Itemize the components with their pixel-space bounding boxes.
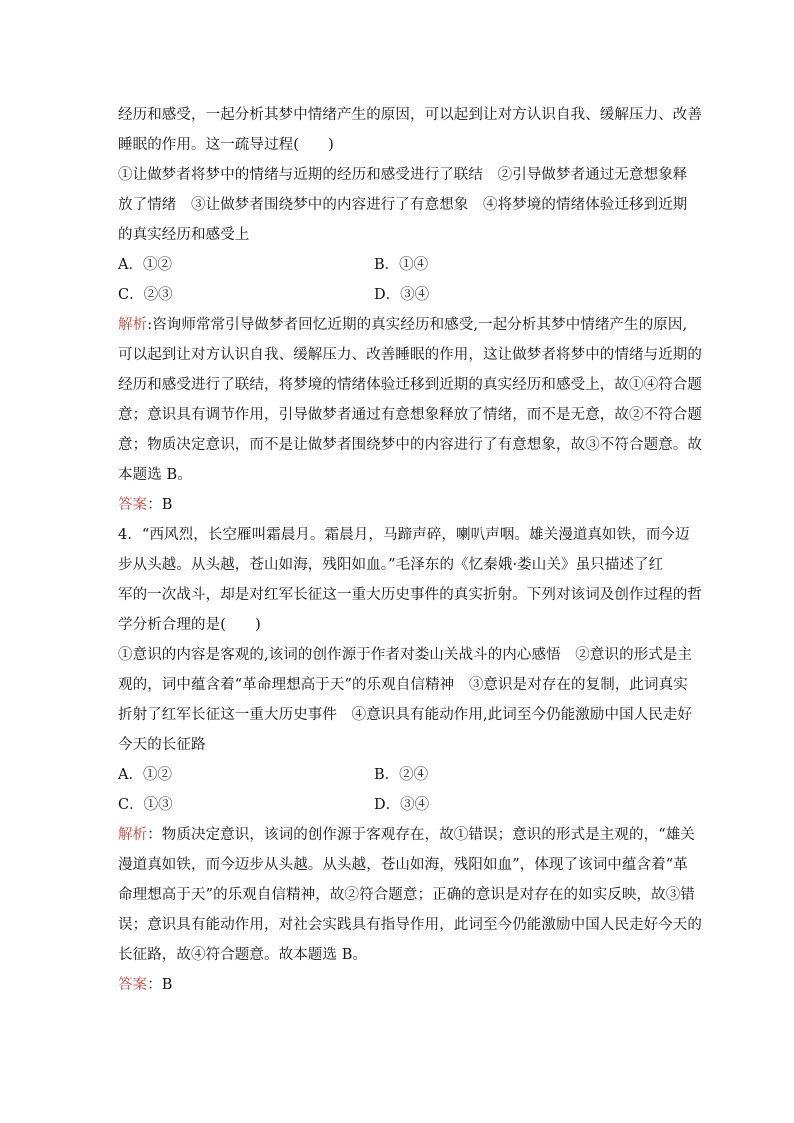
question-stem-line: 4．“西风烈，长空雁叫霜晨月。霜晨月，马蹄声碎，喇叭声咽。雄关漫道真如铁，而今迈 (118, 527, 690, 543)
option-a: A．①② (118, 767, 172, 783)
analysis-text: ：物质决定意识，该词的创作源于客观存在，故①错误；意识的形式是主观的，“雄关 (147, 827, 695, 843)
question-stem-line: 军的一次战斗，却是对红军长征这一重大历史事件的真实折射。下列对该词及创作过程的哲 (118, 587, 702, 603)
statement-line: ①意识的内容是客观的,该词的创作源于作者对娄山关战斗的内心感悟 ②意识的形式是主 (118, 647, 693, 663)
answer-line (118, 490, 678, 520)
options-row (118, 250, 678, 280)
analysis-line (118, 820, 695, 850)
question-3 (118, 100, 702, 520)
options-row (118, 790, 678, 820)
answer-value: ：B (147, 977, 173, 993)
question-stem-line: 学分析合理的是( ) (118, 617, 261, 633)
analysis-label: 解析 (118, 827, 148, 843)
analysis-line: 意；意识具有调节作用，引导做梦者通过有意想象释放了情绪，而不是无意，故②不符合题 (118, 407, 702, 423)
options-row (118, 760, 678, 790)
analysis-line: 经历和感受进行了联结，将梦境的情绪体验迁移到近期的真实经历和感受上，故①④符合题 (118, 377, 702, 393)
question-4 (118, 520, 702, 1000)
analysis-line: 意；物质决定意识，而不是让做梦者围绕梦中的内容进行了有意想象，故③不符合题意。故 (118, 437, 702, 453)
question-stem-line: 经历和感受，一起分析其梦中情绪产生的原因，可以起到让对方认识自我、缓解压力、改善 (118, 107, 702, 123)
analysis-label: 解析 (118, 317, 148, 333)
statement-line: 的真实经历和感受上 (118, 227, 250, 243)
statement-line: 放了情绪 ③让做梦者围绕梦中的内容进行了有意想象 ④将梦境的情绪体验迁移到近期 (118, 197, 688, 213)
statement-line: ①让做梦者将梦中的情绪与近期的经历和感受进行了联结 ②引导做梦者通过无意想象释 (118, 167, 688, 183)
page-content (118, 100, 702, 1000)
analysis-line (118, 310, 688, 340)
statement-line: 观的，词中蕴含着“革命理想高于天”的乐观自信精神 ③意识是对存在的复制，此词真实 (118, 677, 688, 693)
answer-label: 答案 (118, 977, 148, 993)
option-a: A．①② (118, 257, 172, 273)
analysis-line: 误；意识具有能动作用，对社会实践具有指导作用，此词至今仍能激励中国人民走好今天的 (118, 917, 702, 933)
question-stem-line: 步从头越。从头越，苍山如海，残阳如血。”毛泽东的《忆秦娥·娄山关》虽只描述了红 (118, 557, 664, 573)
analysis-line: 本题选 B。 (118, 467, 192, 483)
options-row (118, 280, 678, 310)
option-b: B．①④ (374, 257, 429, 273)
question-stem-line: 睡眠的作用。这一疏导过程( ) (118, 137, 334, 153)
option-c: C．②③ (118, 287, 173, 303)
answer-label: 答案 (118, 497, 148, 513)
answer-value: ：B (147, 497, 173, 513)
analysis-line: 漫道真如铁，而今迈步从头越。从头越，苍山如海，残阳如血”，体现了该词中蕴含着“革 (118, 857, 688, 873)
option-c: C．①③ (118, 797, 173, 813)
statement-line: 今天的长征路 (118, 737, 206, 753)
option-d: D．③④ (374, 797, 430, 813)
analysis-line: 命理想高于天”的乐观自信精神，故②符合题意；正确的意识是对存在的如实反映，故③错 (118, 887, 695, 903)
analysis-line: 长征路，故④符合题意。故本题选 B。 (118, 947, 368, 963)
answer-line (118, 970, 678, 1000)
option-d: D．③④ (374, 287, 430, 303)
analysis-text: :咨询师常常引导做梦者回忆近期的真实经历和感受,一起分析其梦中情绪产生的原因, (147, 317, 688, 333)
analysis-line: 可以起到让对方认识自我、缓解压力、改善睡眠的作用，这让做梦者将梦中的情绪与近期的 (118, 347, 702, 363)
statement-line: 折射了红军长征这一重大历史事件 ④意识具有能动作用,此词至今仍能激励中国人民走好 (118, 707, 693, 723)
option-b: B．②④ (374, 767, 429, 783)
